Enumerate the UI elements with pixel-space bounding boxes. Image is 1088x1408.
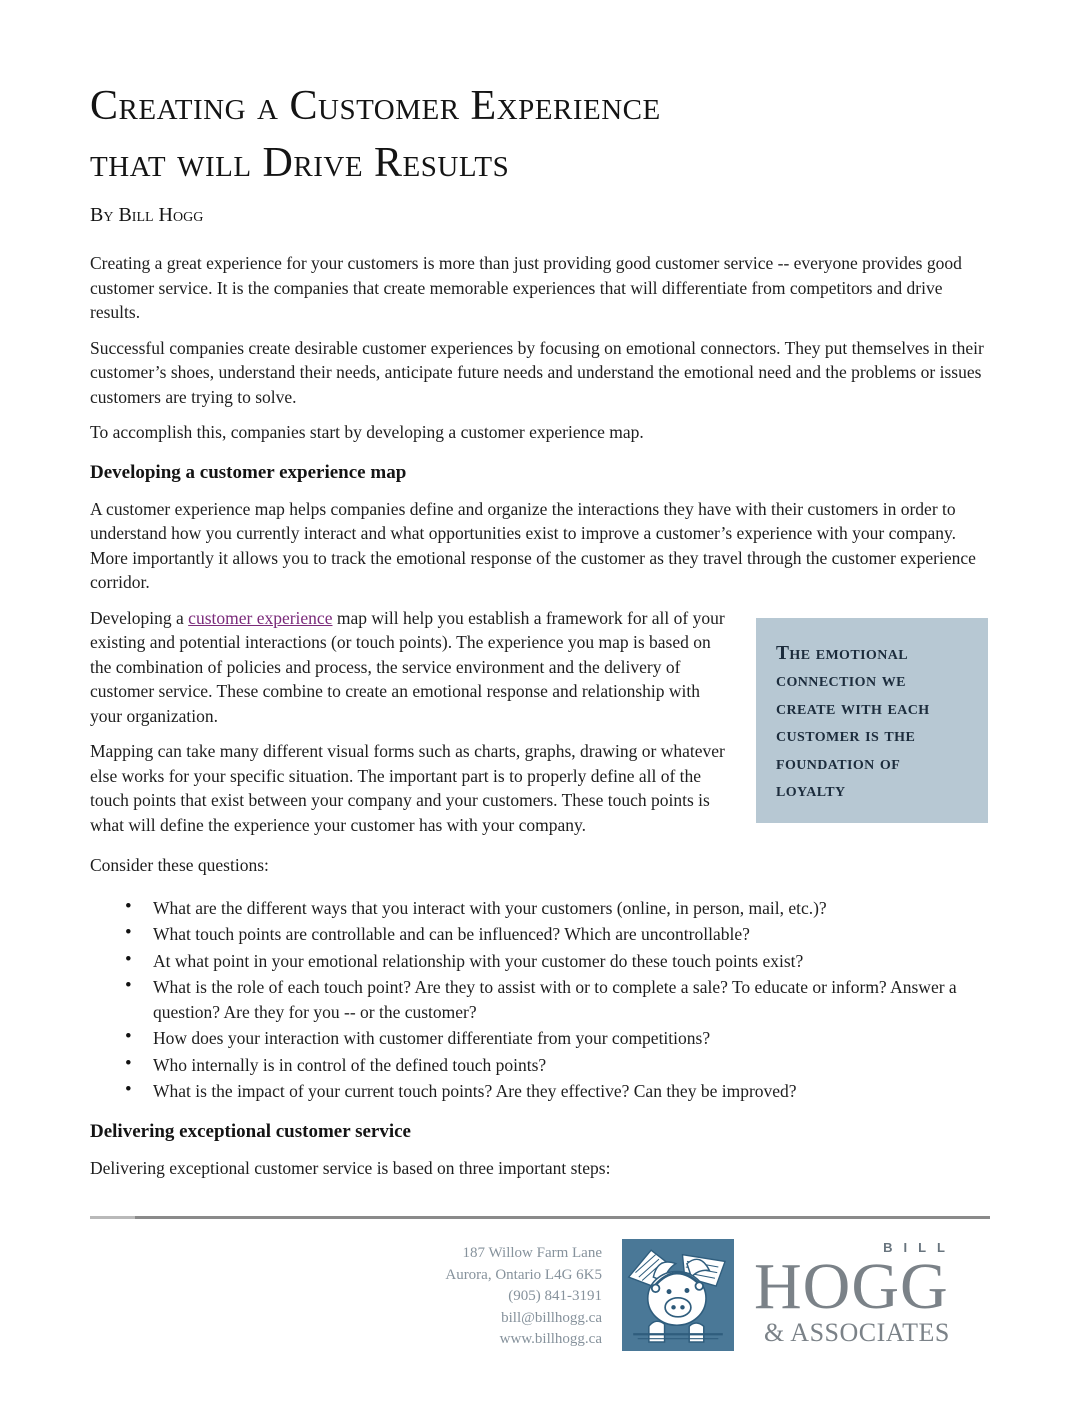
logo-bill-text: BILL: [883, 1240, 956, 1256]
list-item: • What is the role of each touch point? Are they to assist with or to complete a sale? To educate or inform? Answer a question? Are they for you -- or the customer?: [125, 975, 990, 1024]
section-heading-delivering-service: Delivering exceptional customer service: [90, 1120, 411, 1142]
list-item: • Who internally is in control of the defined touch points?: [125, 1053, 990, 1078]
footer-divider: [90, 1216, 990, 1219]
paragraph: Mapping can take many different visual forms such as charts, graphs, drawing or whatever else works for your specific situation. The important part is to properly define all of the touch points that exist between your company and your customers. These touch points is what will define the experience your customer has with your company.: [90, 741, 725, 835]
logo-associates-text: & ASSOCIATES: [764, 1317, 950, 1347]
logo-hogg-text: HOGG: [754, 1250, 949, 1324]
page-title: [90, 78, 990, 192]
list-item: • At what point in your emotional relationship with your customer do these touch points exist?: [125, 949, 990, 974]
pig-with-headset-icon: [620, 1239, 736, 1351]
contact-line-address1: 187 Willow Farm Lane: [462, 1245, 602, 1262]
contact-block: [445, 1239, 602, 1351]
pullquote-box: [756, 618, 988, 823]
title-line: that will Drive Results: [90, 140, 510, 187]
list-item: • How does your interaction with customer differentiate from your competitions?: [125, 1026, 990, 1051]
paragraph: Successful companies create desirable customer experiences by focusing on emotional connectors. They put themselves in their customer’s shoes, understand their needs, anticipate future needs and understand the emotional need and the problems or issues customers are trying to solve.: [90, 337, 984, 407]
paragraph: Creating a great experience for your customers is more than just providing good customer service -- everyone provides good customer service. It is the companies that create memorable experiences that will differentiate from competitors and drive results.: [90, 253, 962, 323]
footer: [90, 1239, 990, 1351]
pullquote-text: The emotional connection we create with each customer is the foundation of loyalty: [776, 642, 930, 802]
paragraph: To accomplish this, companies start by developing a customer experience map.: [90, 422, 644, 443]
contact-line-website: www.billhogg.ca: [499, 1331, 602, 1348]
title-line: Creating a Customer Experience: [90, 83, 661, 129]
company-logo: [754, 1239, 990, 1346]
contact-line-address2: Aurora, Ontario L4G 6K5: [445, 1266, 602, 1283]
byline: By Bill Hogg: [90, 204, 204, 227]
contact-line-email: bill@billhogg.ca: [501, 1309, 602, 1326]
paragraph: Delivering exceptional customer service is based on three important steps:: [90, 1157, 611, 1178]
list-item: • What are the different ways that you interact with your customers (online, in person, mail, etc.)?: [125, 896, 990, 921]
list-item: • What is the impact of your current touch points? Are they effective? Can they be improved?: [125, 1079, 990, 1104]
text-run: Developing a: [90, 607, 189, 628]
list-item: • What touch points are controllable and can be influenced? Which are uncontrollable?: [125, 922, 990, 947]
contact-line-phone: (905) 841-3191: [508, 1288, 602, 1305]
section-heading-developing-map: Developing a customer experience map: [90, 461, 407, 483]
customer-experience-link[interactable]: customer experience: [188, 607, 333, 628]
questions-lead: Consider these questions:: [90, 855, 269, 876]
text-run: map will help you establish a framework for all of your existing and potential interactions (or touch points). The experience you map is based on the combination of policies and process, the service environment and the delivery of customer service. These combine to create an emotional response and relationship with your organization.: [90, 607, 725, 726]
paragraph: A customer experience map helps companies define and organize the interactions they have with their customers in order to understand how you currently interact and what opportunities exist to improve a customer’s experience with your company. More importantly it allows you to track the emotional response of the customer as they travel through the customer experience corridor.: [90, 498, 976, 593]
questions-list: [90, 896, 990, 1104]
